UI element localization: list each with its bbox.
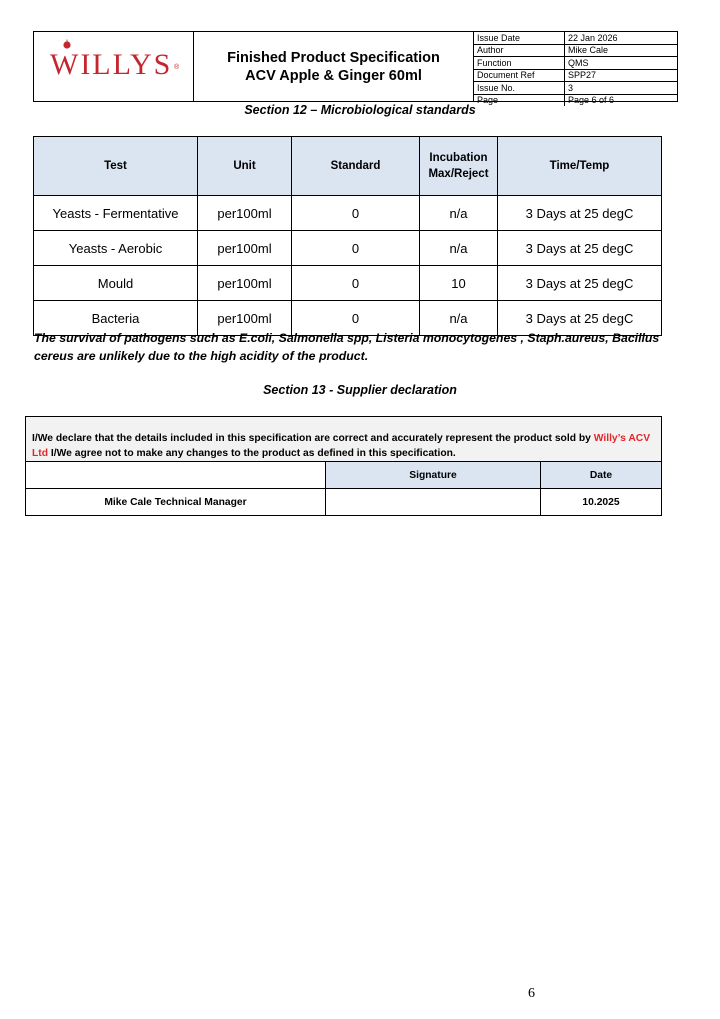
- company-name: Willy’s ACV Ltd: [32, 433, 651, 459]
- meta-row: [474, 57, 677, 70]
- signer-name: Mike Cale Technical Manager: [26, 489, 326, 516]
- cell: Mould: [34, 266, 198, 301]
- cell: 0: [292, 231, 420, 266]
- cell: 10: [420, 266, 498, 301]
- cell: per100ml: [198, 231, 292, 266]
- meta-value: Page 6 of 6: [565, 94, 678, 106]
- col-incubation: Incubation Max/Reject: [420, 137, 498, 196]
- meta-row: [474, 82, 677, 95]
- title-cell: [194, 32, 474, 101]
- cell: per100ml: [198, 196, 292, 231]
- meta-block: [474, 32, 677, 106]
- col-unit: Unit: [198, 137, 292, 196]
- document-header: [33, 31, 678, 106]
- cell: 3 Days at 25 degC: [498, 266, 662, 301]
- table-row: [34, 196, 662, 231]
- meta-value: Mike Cale: [565, 44, 678, 57]
- col-time-temp: Time/Temp: [498, 137, 662, 196]
- cell: n/a: [420, 231, 498, 266]
- cell: n/a: [420, 301, 498, 336]
- declaration-part2: I/We agree not to make any changes to the product as defined in this specification.: [48, 448, 456, 459]
- declaration-signer-row: [26, 489, 662, 516]
- meta-label: Issue Date: [474, 32, 565, 44]
- meta-row: [474, 32, 677, 44]
- declaration-header-row: [26, 462, 662, 489]
- blank-header-cell: [26, 462, 326, 489]
- cell: 3 Days at 25 degC: [498, 301, 662, 336]
- meta-label: Function: [474, 57, 565, 70]
- logo-cell: [34, 32, 194, 101]
- meta-label: Issue No.: [474, 82, 565, 95]
- col-test: Test: [34, 137, 198, 196]
- meta-value: QMS: [565, 57, 678, 70]
- declaration-part1: I/We declare that the details included in this specification are correct and accurately represent the product sold by: [32, 433, 594, 444]
- meta-label: Page: [474, 94, 565, 106]
- cell: per100ml: [198, 266, 292, 301]
- section12-heading: Section 12 – Microbiological standards: [244, 103, 476, 117]
- date-cell: 10.2025: [541, 489, 662, 516]
- signature-header: Signature: [326, 462, 541, 489]
- meta-row: [474, 69, 677, 82]
- meta-value: 3: [565, 82, 678, 95]
- micro-standards-table: [33, 136, 662, 336]
- meta-label: Document Ref: [474, 69, 565, 82]
- table-row: [34, 266, 662, 301]
- cell: 3 Days at 25 degC: [498, 231, 662, 266]
- signature-cell: [326, 489, 541, 516]
- table-row: [34, 231, 662, 266]
- meta-table: [474, 32, 677, 106]
- doc-title-line1: Finished Product Specification: [227, 49, 440, 66]
- pathogen-note: The survival of pathogens such as E.coli, Salmonella spp, Listeria monocytogenes , Staph.aureus, Bacillus cereus are unlikely due to the high acidity of the product.: [34, 331, 660, 363]
- cell: 3 Days at 25 degC: [498, 196, 662, 231]
- cell: Yeasts - Aerobic: [34, 231, 198, 266]
- cell: Bacteria: [34, 301, 198, 336]
- declaration-text: [26, 417, 662, 462]
- supplier-declaration-table: [25, 416, 662, 516]
- meta-value: 22 Jan 2026: [565, 32, 678, 44]
- doc-title-line2: ACV Apple & Ginger 60ml: [245, 67, 422, 84]
- meta-label: Author: [474, 44, 565, 57]
- cell: 0: [292, 266, 420, 301]
- willys-logo: WILLYS: [50, 48, 173, 81]
- cell: Yeasts - Fermentative: [34, 196, 198, 231]
- cell: n/a: [420, 196, 498, 231]
- cell: 0: [292, 301, 420, 336]
- cell: 0: [292, 196, 420, 231]
- page-number: 6: [528, 986, 535, 1001]
- col-standard: Standard: [292, 137, 420, 196]
- meta-row: [474, 44, 677, 57]
- section13-heading: Section 13 - Supplier declaration: [263, 383, 457, 397]
- date-header: Date: [541, 462, 662, 489]
- declaration-text-row: [26, 417, 662, 462]
- registered-mark: ®: [174, 64, 180, 71]
- table-header-row: [34, 137, 662, 196]
- meta-value: SPP27: [565, 69, 678, 82]
- cell: per100ml: [198, 301, 292, 336]
